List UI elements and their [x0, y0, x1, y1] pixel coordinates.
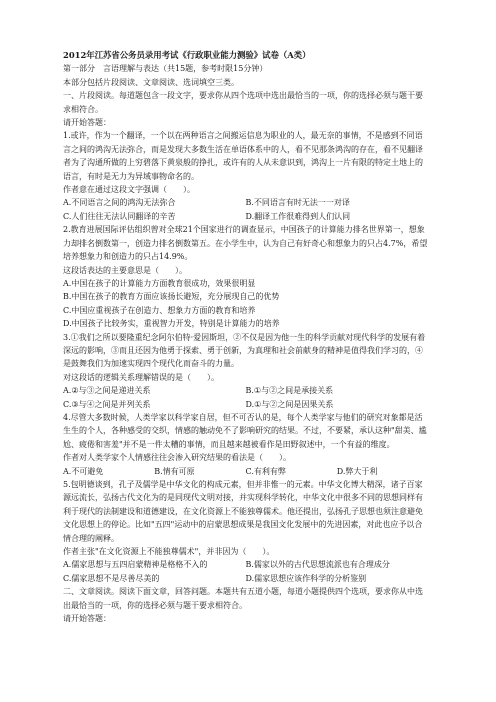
- question-5-options-row-1: [63, 558, 428, 571]
- document-title: 2012年江苏省公务员录用考试《行政职业能力测验》试卷（A类）: [63, 50, 311, 60]
- option-d: D.中国孩子比较务实，重视智力开发，特别是计算能力的培养: [63, 319, 280, 329]
- option-a: A.②与③之间是递进关系: [63, 386, 151, 396]
- question-4-options: [63, 465, 428, 478]
- part-description: 本部分包括片段阅读、文章阅读、选词填空三类。: [63, 77, 239, 87]
- part-heading: 第一部分 言语理解与表达（共15题，参考时限15分钟）: [63, 64, 268, 74]
- answer-prompt: 请开始答题：: [63, 614, 111, 624]
- question-5-stem: 5.包明德谈到，孔子及儒学是中华文化的构成元素，但并非惟一的元素。中华文化博大精深，诸子百家源远流长，弘扬古代文化为的是同现代文明对接，并实现科学转化，中华文化中很多不同的思想同样有利于现代的法制建设和道德建设，在文化资源上不能独尊儒术。他还提出，弘扬孔子思想也须注意避免文化思想上的停论。比如"五四"运动中的启蒙思想成果是我国文化发展中的先进因素，对此也应予以合情合理的阐释。: [63, 480, 423, 543]
- option-d: D.翻译工作很难得到人们认同: [245, 211, 351, 221]
- question-3-options-row-1: [63, 384, 428, 397]
- question-1-stem: 1.或许，作为一个翻译，一个以在两种语言之间搬运信息为职业的人，最无奈的事情，不是感到不同语言之间的鸿沟无法弥合，而是发现大多数生活在单语体系中的人，看不见那条鸿沟的存在，看不见翻译者为了沟通所做的上穷碧落下黄泉般的挣扎，或许有的人从未意识到，鸿沟上一片有限的特定土地上的语言，有时是无力为异域事物命名的。: [63, 131, 423, 181]
- option-b: B.中国在孩子的教育方面应该扬长避短，充分展现自己的优势: [63, 292, 280, 302]
- answer-prompt: 请开始答题：: [63, 118, 111, 128]
- option-a: A.不同语言之间的鸿沟无法弥合: [63, 198, 176, 208]
- option-b: B.情有可原: [154, 466, 195, 476]
- option-b: B.不同语言有时无法一一对译: [245, 198, 350, 208]
- option-d: D.儒家思想应该作科学的分析鉴别: [245, 573, 367, 583]
- question-3-prompt: 对这段话的逻辑关系理解错误的是（ ）。: [63, 372, 219, 382]
- question-1-prompt: 作者意在通过这段文字强调（ ）。: [63, 185, 195, 195]
- document-page: [63, 49, 428, 625]
- option-d: D.①与②之间是因果关系: [245, 399, 334, 409]
- question-3-options-row-2: [63, 398, 428, 411]
- option-c: C.人们往往无法认同翻译的辛苦: [63, 211, 176, 221]
- question-4-prompt: 作者对人类学家个人情感往往会渗入研究结果的看法是（ ）。: [63, 453, 291, 463]
- option-c: C.有利有弊: [245, 466, 286, 476]
- question-3-stem: 3.①我们之所以要隆重纪念阿尔伯特·爱因斯坦，②不仅是因为他一生的科学贡献对现代科学的发展有着深远的影响，③而且还因为他勇于探索、勇于创新，为真理和社会前献身的精神是值得我们学习的，④是鼓舞我们为加速实现四个现代化而奋斗的力量。: [63, 332, 426, 369]
- option-a: A.中国在孩子的计算能力方面教育很成功，效果很明显: [63, 278, 256, 288]
- option-c: C.③与④之间是并列关系: [63, 399, 151, 409]
- option-b: B.①与②之间是承接关系: [245, 386, 334, 396]
- section-instructions: 一、片段阅读。每道题包含一段文字，要求你从四个选项中选出最恰当的一项，你的选择必须与题干要求相符合。: [63, 91, 423, 114]
- question-4-stem: 4.尽管大多数时候，人类学家以科学家自居，但不可否认的是，每个人类学家与他们的研究对象都是活生生的个人，各种感受的交织，情感的触动免不了影响研究的结果。不过，不要紧，承认这种"甜美、尴尬、疲倦和害羞"并不是一件太糟的事情，而且越来越被看作是田野叙述中，一个有益的维度。: [63, 412, 427, 449]
- question-1-options-row-1: [63, 196, 428, 209]
- question-2-prompt: 这段话表达的主要意思是（ ）。: [63, 265, 187, 275]
- option-a: A.不可避免: [63, 466, 104, 476]
- option-d: D.弊大于利: [336, 466, 378, 476]
- section-2-instructions: 二、文章阅读。阅读下面文章，回答问题。本题共有五道小题，每道小题提供四个选项，要求你从中选出最恰当的一项，你的选择必须与题干要求相符合。: [63, 587, 423, 610]
- option-b: B.儒家以外的古代思想流派也有合理成分: [245, 560, 390, 570]
- question-2-stem: 2.教育进展国际评估组织曾对全球21个国家进行的调查显示，中国孩子的计算能力排名世界第一，想象力却排名倒数第一，创造力排名倒数第五。在小学生中，认为自己有好奇心和想象力的只占4.7%，希望培养想象力和创造力的只占14.9%。: [63, 225, 428, 262]
- option-c: C.中国应重视孩子在创造力、想象力方面的教育和培养: [63, 305, 256, 315]
- option-a: A.儒家思想与五四启蒙精神是格格不入的: [63, 560, 208, 570]
- question-5-options-row-2: [63, 572, 428, 585]
- question-5-prompt: 作者主张"在文化资源上不能独尊儒术"，并非因为（ ）。: [63, 547, 275, 557]
- question-1-options-row-2: [63, 210, 428, 223]
- option-c: C.儒家思想不是尽善尽美的: [63, 573, 160, 583]
